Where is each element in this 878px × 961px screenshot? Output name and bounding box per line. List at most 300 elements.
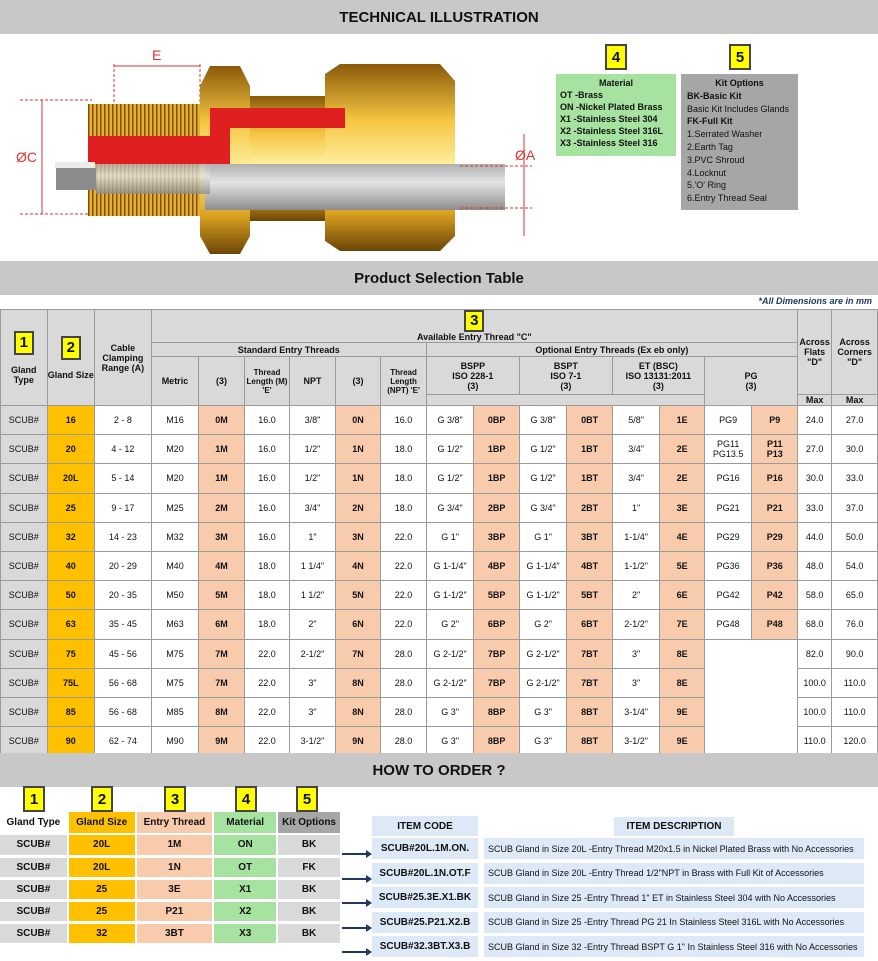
selection-cell: 65.0 xyxy=(832,581,878,610)
selection-cell: 35 - 45 xyxy=(95,610,152,639)
order-cell: P21 xyxy=(136,900,214,922)
thread-number: 3 xyxy=(464,310,484,332)
selection-cell: 54.0 xyxy=(832,551,878,580)
item-code: SCUB#25.3E.X1.BK xyxy=(372,887,478,908)
item-desc-header: ITEM DESCRIPTION xyxy=(614,817,733,836)
kit-item: 2.Earth Tag xyxy=(687,141,733,152)
selection-cell: 56 - 68 xyxy=(95,668,152,697)
selection-cell: SCUB# xyxy=(1,435,48,464)
selection-cell: M85 xyxy=(151,697,199,726)
selection-cell: 22.0 xyxy=(381,522,427,551)
selection-cell: P29 xyxy=(752,522,798,551)
selection-cell: 33.0 xyxy=(832,464,878,493)
selection-cell: 16.0 xyxy=(244,522,290,551)
selection-cell: 22.0 xyxy=(381,581,427,610)
selection-cell: 3/8" xyxy=(290,406,336,435)
selection-cell: 4BT xyxy=(567,551,613,580)
selection-cell: 16.0 xyxy=(244,493,290,522)
header-flats-max: Max xyxy=(797,395,831,406)
selection-title: Product Selection Table xyxy=(0,261,878,295)
selection-cell: G 1-1/2" xyxy=(519,581,567,610)
selection-cell: 100.0 xyxy=(797,668,831,697)
order-cell: SCUB# xyxy=(0,856,68,878)
selection-cell: 1BP xyxy=(474,435,520,464)
arrow-icon xyxy=(342,894,372,902)
product-selection-table xyxy=(0,309,878,756)
selection-cell: 3/4" xyxy=(290,493,336,522)
selection-cell: 25 xyxy=(47,493,95,522)
header-across-corners: Across Corners "D" xyxy=(832,310,878,395)
selection-cell: 18.0 xyxy=(381,464,427,493)
selection-cell: M16 xyxy=(151,406,199,435)
selection-cell: 9N xyxy=(335,727,381,756)
selection-cell: 8BT xyxy=(567,727,613,756)
gland-size-label: Gland Size xyxy=(47,369,94,380)
selection-cell: 1/2" xyxy=(290,435,336,464)
selection-cell: G 2" xyxy=(519,610,567,639)
selection-cell: 1M xyxy=(199,435,245,464)
selection-cell: 4 - 12 xyxy=(95,435,152,464)
order-row xyxy=(0,856,341,878)
selection-cell: P9 xyxy=(752,406,798,435)
selection-cell: 1-1/2" xyxy=(612,551,660,580)
header-pg: PG (3) xyxy=(704,357,797,406)
header-gland-type xyxy=(1,310,48,406)
kit-basic-desc: Basic Kit Includes Glands xyxy=(687,103,790,114)
selection-cell: 8BP xyxy=(474,697,520,726)
order-row xyxy=(0,900,341,922)
selection-cell: 37.0 xyxy=(832,493,878,522)
header-thread-length-m: Thread Length (M) 'E' xyxy=(244,357,290,406)
selection-cell: 16.0 xyxy=(244,464,290,493)
selection-cell: 1N xyxy=(335,435,381,464)
selection-cell: 2 - 8 xyxy=(95,406,152,435)
order-cell: BK xyxy=(277,834,341,856)
selection-cell: 110.0 xyxy=(797,727,831,756)
selection-cell: 20 xyxy=(47,435,95,464)
selection-cell: PG42 xyxy=(704,581,752,610)
material-title: Material xyxy=(598,78,633,88)
selection-cell: 90 xyxy=(47,727,95,756)
selection-cell: 6BT xyxy=(567,610,613,639)
selection-cell: G 3/4" xyxy=(426,493,474,522)
gland-type-number: 1 xyxy=(14,331,34,355)
header-metric-code: (3) xyxy=(199,357,245,406)
item-description: SCUB Gland in Size 20L -Entry Thread 1/2"NPT in Brass with Full Kit of Accessories xyxy=(484,863,864,884)
kit-basic-title: BK-Basic Kit xyxy=(687,90,742,101)
selection-cell: 22.0 xyxy=(244,668,290,697)
selection-cell: 3" xyxy=(290,697,336,726)
arrow-icon xyxy=(342,870,372,878)
kit-number: 5 xyxy=(729,44,751,70)
order-table xyxy=(0,812,342,946)
selection-cell: 3N xyxy=(335,522,381,551)
item-desc-header-wrap xyxy=(484,816,864,836)
order-header-cell: Kit Options xyxy=(277,812,341,834)
material-item: X3 -Stainless Steel 316 xyxy=(560,138,658,148)
selection-cell: 7M xyxy=(199,639,245,668)
selection-cell: SCUB# xyxy=(1,610,48,639)
header-et: ET (BSC) ISO 13131:2011 (3) xyxy=(612,357,704,395)
order-row xyxy=(0,878,341,900)
selection-row xyxy=(1,435,878,464)
selection-cell: 16.0 xyxy=(244,435,290,464)
selection-row xyxy=(1,551,878,580)
kit-item: 1.Serrated Washer xyxy=(687,129,763,140)
order-cell: BK xyxy=(277,900,341,922)
selection-cell: 14 - 23 xyxy=(95,522,152,551)
header-bspp: BSPP ISO 228-1 (3) xyxy=(426,357,519,395)
selection-cell: SCUB# xyxy=(1,493,48,522)
header-available-thread xyxy=(151,310,797,343)
item-code: SCUB#20L.1N.OT.F xyxy=(372,863,478,884)
selection-cell: 100.0 xyxy=(797,697,831,726)
selection-cell: 18.0 xyxy=(244,610,290,639)
selection-cell: 16.0 xyxy=(244,406,290,435)
selection-cell: G 2-1/2" xyxy=(519,668,567,697)
kit-item: 3.PVC Shroud xyxy=(687,154,745,165)
selection-cell: 1 1/2" xyxy=(290,581,336,610)
selection-cell: 7N xyxy=(335,639,381,668)
material-number: 4 xyxy=(605,44,627,70)
selection-cell: SCUB# xyxy=(1,697,48,726)
selection-cell: 30.0 xyxy=(832,435,878,464)
order-header-cell: Gland Size xyxy=(68,812,136,834)
selection-row xyxy=(1,493,878,522)
selection-cell: 75L xyxy=(47,668,95,697)
selection-cell: 68.0 xyxy=(797,610,831,639)
illustration-title: TECHNICAL ILLUSTRATION xyxy=(0,0,878,34)
selection-cell: 2-1/2" xyxy=(612,610,660,639)
selection-cell: 8BP xyxy=(474,727,520,756)
selection-cell: G 1-1/2" xyxy=(426,581,474,610)
selection-cell: G 1-1/4" xyxy=(426,551,474,580)
selection-cell: 82.0 xyxy=(797,639,831,668)
material-item: X2 -Stainless Steel 316L xyxy=(560,126,664,136)
selection-cell: 5BP xyxy=(474,581,520,610)
selection-cell: 40 xyxy=(47,551,95,580)
item-description: SCUB Gland in Size 25 -Entry Thread 1" ET in Stainless Steel 304 with No Accessories xyxy=(484,887,864,908)
selection-cell: 7E xyxy=(660,610,705,639)
header-gland-size xyxy=(47,310,95,406)
order-cell: 1M xyxy=(136,834,214,856)
selection-cell: SCUB# xyxy=(1,639,48,668)
selection-row xyxy=(1,581,878,610)
item-description: SCUB Gland in Size 20L -Entry Thread M20x1.5 in Nickel Plated Brass with No Accessories xyxy=(484,838,864,859)
selection-cell: 1" xyxy=(290,522,336,551)
order-title: HOW TO ORDER ? xyxy=(0,753,878,787)
selection-cell: M40 xyxy=(151,551,199,580)
order-cell: 20L xyxy=(68,856,136,878)
dimensions-note: *All Dimensions are in mm xyxy=(758,296,872,306)
selection-cell: 4BP xyxy=(474,551,520,580)
selection-cell: P16 xyxy=(752,464,798,493)
selection-cell: 2M xyxy=(199,493,245,522)
selection-cell xyxy=(704,639,797,756)
selection-cell: SCUB# xyxy=(1,464,48,493)
arrow-icon xyxy=(342,919,372,927)
selection-cell: 3E xyxy=(660,493,705,522)
selection-cell: M75 xyxy=(151,639,199,668)
selection-cell: 7M xyxy=(199,668,245,697)
selection-cell: 1BT xyxy=(567,435,613,464)
selection-cell: 3-1/2" xyxy=(612,727,660,756)
selection-cell: 3" xyxy=(612,639,660,668)
selection-cell: 63 xyxy=(47,610,95,639)
selection-cell: 7BT xyxy=(567,668,613,697)
selection-cell: G 1/2" xyxy=(519,464,567,493)
selection-cell: 48.0 xyxy=(797,551,831,580)
order-header-cell: Entry Thread xyxy=(136,812,214,834)
selection-cell: 18.0 xyxy=(381,493,427,522)
selection-cell: 5 - 14 xyxy=(95,464,152,493)
selection-cell: 5E xyxy=(660,551,705,580)
selection-cell: 3M xyxy=(199,522,245,551)
selection-cell: 3-1/2" xyxy=(290,727,336,756)
selection-row xyxy=(1,464,878,493)
header-optional: Optional Entry Threads (Ex eb only) xyxy=(426,343,797,357)
order-cell: X3 xyxy=(213,922,277,944)
selection-cell: SCUB# xyxy=(1,522,48,551)
selection-cell: M75 xyxy=(151,668,199,697)
selection-cell: 1N xyxy=(335,464,381,493)
gland-size-number: 2 xyxy=(61,336,81,360)
header-corners-max: Max xyxy=(832,395,878,406)
selection-cell: P48 xyxy=(752,610,798,639)
order-row xyxy=(0,834,341,856)
arrow-icon xyxy=(342,845,372,853)
selection-cell: 76.0 xyxy=(832,610,878,639)
kit-legend xyxy=(681,74,798,210)
selection-row xyxy=(1,522,878,551)
selection-cell: 75 xyxy=(47,639,95,668)
selection-cell: G 3" xyxy=(519,727,567,756)
selection-cell: 1 1/4" xyxy=(290,551,336,580)
selection-cell: G 1/2" xyxy=(519,435,567,464)
selection-cell: 8M xyxy=(199,697,245,726)
selection-cell: 2N xyxy=(335,493,381,522)
selection-cell: 8BT xyxy=(567,697,613,726)
selection-cell: 2" xyxy=(612,581,660,610)
selection-cell: 0N xyxy=(335,406,381,435)
order-cell: 20L xyxy=(68,834,136,856)
selection-cell: 4M xyxy=(199,551,245,580)
gland-type-label: Gland Type xyxy=(11,364,37,385)
material-item: OT -Brass xyxy=(560,90,604,100)
selection-cell: G 3/4" xyxy=(519,493,567,522)
selection-cell: 110.0 xyxy=(832,668,878,697)
selection-cell: 5/8" xyxy=(612,406,660,435)
selection-cell: G 2" xyxy=(426,610,474,639)
selection-cell: 20L xyxy=(47,464,95,493)
selection-cell: 28.0 xyxy=(381,727,427,756)
selection-cell: 45 - 56 xyxy=(95,639,152,668)
item-code: SCUB#20L.1M.ON. xyxy=(372,838,478,859)
selection-cell: P36 xyxy=(752,551,798,580)
header-across-flats: Across Flats "D" xyxy=(797,310,831,395)
selection-cell: G 3" xyxy=(426,727,474,756)
cable-gland-drawing xyxy=(0,36,560,258)
selection-cell: 9M xyxy=(199,727,245,756)
selection-cell: 4E xyxy=(660,522,705,551)
selection-cell: 28.0 xyxy=(381,697,427,726)
selection-cell: G 1/2" xyxy=(426,464,474,493)
selection-cell: 22.0 xyxy=(381,610,427,639)
selection-cell: 3-1/4" xyxy=(612,697,660,726)
selection-cell: 2BT xyxy=(567,493,613,522)
selection-cell: 6BP xyxy=(474,610,520,639)
material-item: ON -Nickel Plated Brass xyxy=(560,102,663,112)
selection-cell: 33.0 xyxy=(797,493,831,522)
selection-cell: 22.0 xyxy=(381,551,427,580)
selection-cell: 30.0 xyxy=(797,464,831,493)
selection-cell: 22.0 xyxy=(244,639,290,668)
selection-cell: 27.0 xyxy=(797,435,831,464)
selection-cell: 110.0 xyxy=(832,697,878,726)
order-cell: OT xyxy=(213,856,277,878)
selection-cell: 6E xyxy=(660,581,705,610)
order-number-box: 4 xyxy=(235,786,257,812)
selection-cell: G 1/2" xyxy=(426,435,474,464)
item-code-header: ITEM CODE xyxy=(372,816,478,836)
order-cell: SCUB# xyxy=(0,878,68,900)
header-metric: Metric xyxy=(151,357,199,406)
kit-item: 6.Entry Thread Seal xyxy=(687,193,767,204)
header-standard: Standard Entry Threads xyxy=(151,343,426,357)
selection-cell: 3/4" xyxy=(612,435,660,464)
selection-cell: M90 xyxy=(151,727,199,756)
item-code: SCUB#32.3BT.X3.B xyxy=(372,936,478,957)
order-cell: X2 xyxy=(213,900,277,922)
selection-cell: 18.0 xyxy=(244,551,290,580)
selection-cell: 7BT xyxy=(567,639,613,668)
header-thread-length-npt: Thread Length (NPT) 'E' xyxy=(381,357,427,406)
selection-cell: 5M xyxy=(199,581,245,610)
order-header-cell: Material xyxy=(213,812,277,834)
selection-cell: 1M xyxy=(199,464,245,493)
order-row xyxy=(0,922,341,944)
selection-cell: 9E xyxy=(660,697,705,726)
selection-cell: SCUB# xyxy=(1,727,48,756)
selection-cell: 2E xyxy=(660,435,705,464)
selection-cell: SCUB# xyxy=(1,406,48,435)
material-legend xyxy=(556,74,676,156)
selection-cell: 22.0 xyxy=(244,697,290,726)
selection-cell: 8E xyxy=(660,639,705,668)
arrow-icon xyxy=(342,943,372,951)
selection-cell: G 1-1/4" xyxy=(519,551,567,580)
selection-cell: 16 xyxy=(47,406,95,435)
selection-cell: 58.0 xyxy=(797,581,831,610)
selection-cell: PG29 xyxy=(704,522,752,551)
order-cell: X1 xyxy=(213,878,277,900)
selection-cell: 18.0 xyxy=(381,435,427,464)
selection-cell: 20 - 29 xyxy=(95,551,152,580)
selection-cell: M63 xyxy=(151,610,199,639)
selection-cell: 1E xyxy=(660,406,705,435)
selection-cell: 0BT xyxy=(567,406,613,435)
selection-cell: 1" xyxy=(612,493,660,522)
selection-cell: 18.0 xyxy=(244,581,290,610)
selection-cell: 3BP xyxy=(474,522,520,551)
dim-e-label: E xyxy=(152,47,162,63)
selection-cell: 32 xyxy=(47,522,95,551)
order-cell: 3E xyxy=(136,878,214,900)
selection-cell: 9 - 17 xyxy=(95,493,152,522)
header-npt: NPT xyxy=(290,357,336,406)
kit-title: Kit Options xyxy=(715,78,764,88)
selection-cell: G 3/8" xyxy=(426,406,474,435)
selection-cell: M20 xyxy=(151,464,199,493)
selection-cell: 7BP xyxy=(474,668,520,697)
selection-cell: G 2-1/2" xyxy=(519,639,567,668)
selection-cell: 85 xyxy=(47,697,95,726)
order-cell: BK xyxy=(277,878,341,900)
selection-cell: PG48 xyxy=(704,610,752,639)
order-cell: 3BT xyxy=(136,922,214,944)
order-number-box: 5 xyxy=(296,786,318,812)
selection-cell: 9E xyxy=(660,727,705,756)
dim-c-label: ØC xyxy=(16,149,37,165)
selection-cell: 1BP xyxy=(474,464,520,493)
selection-cell: SCUB# xyxy=(1,581,48,610)
selection-cell: PG36 xyxy=(704,551,752,580)
order-cell: SCUB# xyxy=(0,900,68,922)
order-cell: 1N xyxy=(136,856,214,878)
selection-cell: P42 xyxy=(752,581,798,610)
selection-cell: 2" xyxy=(290,610,336,639)
selection-cell: 28.0 xyxy=(381,639,427,668)
order-cell: BK xyxy=(277,922,341,944)
order-cell: SCUB# xyxy=(0,922,68,944)
selection-cell: 120.0 xyxy=(832,727,878,756)
kit-item: 4.Locknut xyxy=(687,167,727,178)
selection-cell: 62 - 74 xyxy=(95,727,152,756)
selection-cell: 6N xyxy=(335,610,381,639)
selection-cell: G 1" xyxy=(519,522,567,551)
selection-cell: 50.0 xyxy=(832,522,878,551)
selection-cell: M32 xyxy=(151,522,199,551)
cap-hex xyxy=(325,64,455,251)
kit-full-title: FK-Full Kit xyxy=(687,116,733,127)
selection-cell: 16.0 xyxy=(381,406,427,435)
item-description: SCUB Gland in Size 32 -Entry Thread BSPT G 1" In Stainless Steel 316 with No Accessories xyxy=(484,936,864,957)
selection-row xyxy=(1,639,878,668)
material-item: X1 -Stainless Steel 304 xyxy=(560,114,658,124)
selection-cell: 50 xyxy=(47,581,95,610)
order-number-box: 2 xyxy=(91,786,113,812)
selection-cell: P21 xyxy=(752,493,798,522)
selection-cell: G 3" xyxy=(426,697,474,726)
selection-cell: 3BT xyxy=(567,522,613,551)
selection-cell: G 2-1/2" xyxy=(426,639,474,668)
order-cell: 25 xyxy=(68,878,136,900)
available-thread-label: Available Entry Thread "C" xyxy=(416,332,532,342)
selection-cell: 1/2" xyxy=(290,464,336,493)
order-header-row xyxy=(0,812,341,834)
order-cell: FK xyxy=(277,856,341,878)
order-cell: 25 xyxy=(68,900,136,922)
item-code: SCUB#25.P21.X2.B xyxy=(372,912,478,933)
selection-cell: M25 xyxy=(151,493,199,522)
selection-row xyxy=(1,610,878,639)
selection-cell: 20 - 35 xyxy=(95,581,152,610)
selection-cell: P11 P13 xyxy=(752,435,798,464)
order-cell: ON xyxy=(213,834,277,856)
selection-cell: 0M xyxy=(199,406,245,435)
selection-cell: 5BT xyxy=(567,581,613,610)
selection-cell: 8N xyxy=(335,697,381,726)
